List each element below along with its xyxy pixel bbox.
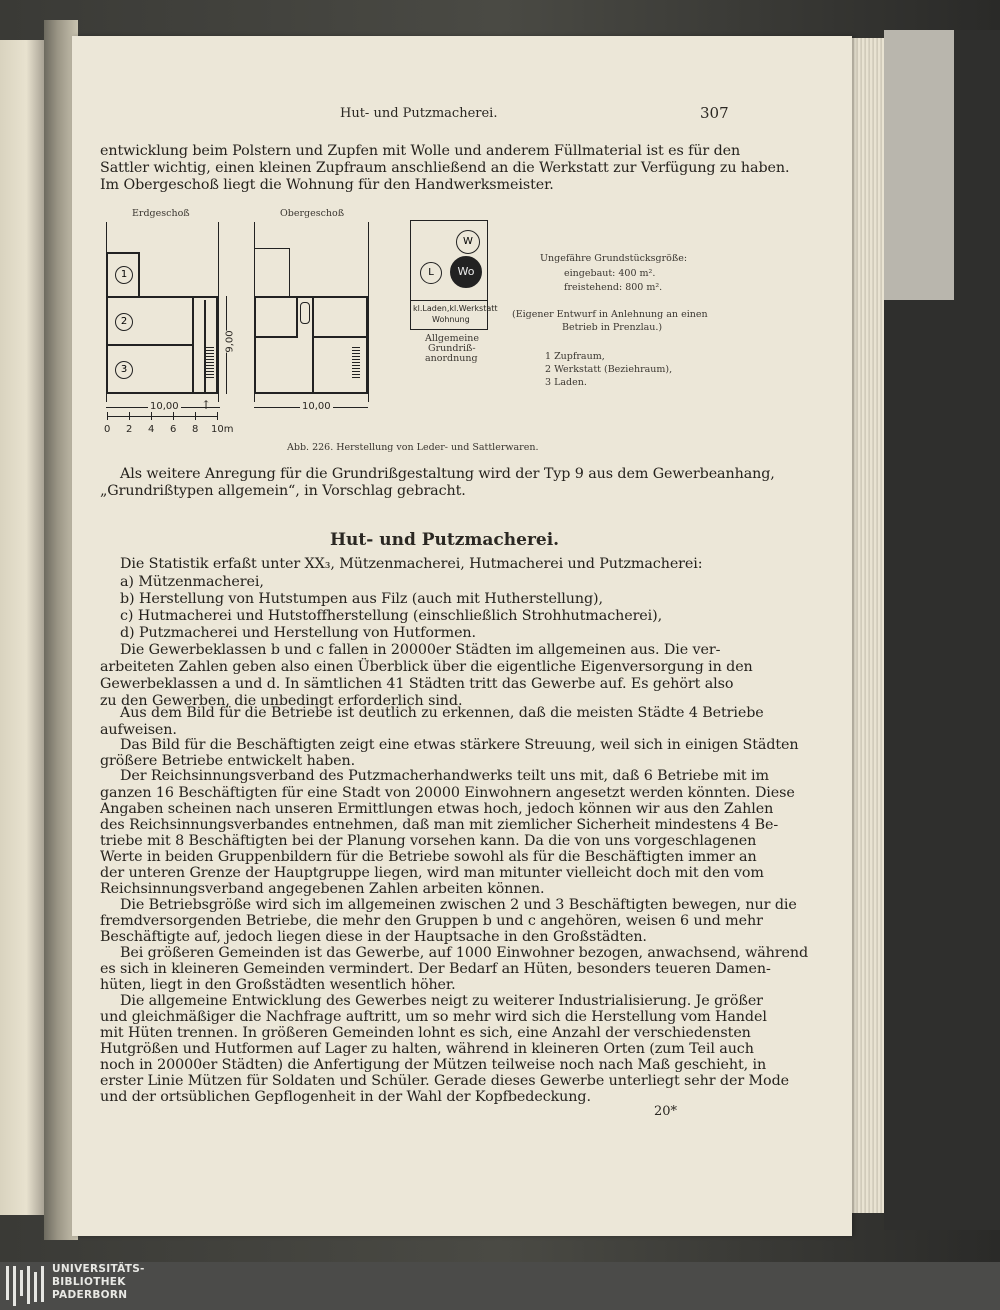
paragraph-line: erster Linie Mützen für Soldaten und Schüler. Gerade dieses Gewerbe unterliegt sehr der Mode <box>100 1073 789 1089</box>
diagram-caption: Grundriß- <box>428 343 476 354</box>
list-item: a) Mützenmacherei, <box>120 574 264 590</box>
diagram-caption: anordnung <box>425 353 478 364</box>
list-item: d) Putzmacherei und Herstellung von Hutformen. <box>120 625 476 641</box>
scale-tick: 8 <box>192 424 199 435</box>
scale-tick: 0 <box>104 424 111 435</box>
figure-caption: Abb. 226. Herstellung von Leder- und Sattlerwaren. <box>287 442 539 453</box>
diagram-wo: Wo <box>450 256 482 288</box>
room-number-1: 1 <box>115 266 133 284</box>
paragraph-line: zu den Gewerben, die unbedingt erforderlich sind. <box>100 693 463 709</box>
paragraph-line: ganzen 16 Beschäftigten für eine Stadt von 20000 Einwohnern angesetzt werden könnten. Diese <box>100 785 795 801</box>
design-note: Betrieb in Prenzlau.) <box>562 322 663 333</box>
paragraph-line: größere Betriebe entwickelt haben. <box>100 753 356 769</box>
paragraph-line: Das Bild für die Beschäftigten zeigt eine etwas stärkere Streuung, weil sich in einigen Städten <box>120 737 799 753</box>
paragraph-line: Bei größeren Gemeinden ist das Gewerbe, auf 1000 Einwohner bezogen, anwachsend, während <box>120 945 809 961</box>
legend-item: 1 Zupfraum, <box>545 351 605 362</box>
page-edges <box>850 38 884 1213</box>
paragraph-line: Beschäftigte auf, jedoch liegen diese in der Hauptsache in den Großstädten. <box>100 929 647 945</box>
library-name-line2: BIBLIOTHEK <box>52 1276 126 1288</box>
section-title: Hut- und Putzmacherei. <box>330 530 560 550</box>
running-title: Hut- und Putzmacherei. <box>340 106 498 121</box>
diagram-l: L <box>420 262 442 284</box>
stat-intro: Die Statistik erfaßt unter XX₃, Mützenmacherei, Hutmacherei und Putzmacherei: <box>120 556 703 572</box>
legend-item: 2 Werkstatt (Beziehraum), <box>545 364 673 375</box>
paragraph-line: fremdversorgenden Betriebe, die mehr den Gruppen b und c angehören, weisen 6 und mehr <box>100 913 763 929</box>
design-note: (Eigener Entwurf in Anlehnung an einen <box>512 309 708 320</box>
suggestion-line: Als weitere Anregung für die Grundrißgestaltung wird der Typ 9 aus dem Gewerbeanhang, <box>120 466 775 482</box>
cover-board-light <box>884 30 954 300</box>
paragraph-line: aufweisen. <box>100 722 177 738</box>
scale-tick: 10m <box>211 424 234 435</box>
paragraph-line: Angaben scheinen nach unseren Ermittlungen etwas hoch, jedoch können wir aus den Zahlen <box>100 801 774 817</box>
paragraph-line: Werte in beiden Gruppenbildern für die Betriebe sowohl als für die Beschäftigten immer an <box>100 849 757 865</box>
paragraph-line: noch in 20000er Städten) die Anfertigung der Mützen teilweise noch nach Maß geschieht, in <box>100 1057 767 1073</box>
dimension-depth: 9,00 <box>224 330 236 353</box>
intro-line: entwicklung beim Polstern und Zupfen mit Wolle und anderem Füllmaterial ist es für den <box>100 143 741 159</box>
scale-tick: 4 <box>148 424 155 435</box>
list-item: b) Herstellung von Hutstumpen aus Filz (auch mit Hutherstellung), <box>120 591 603 607</box>
plot-size-free: freistehend: 800 m². <box>564 282 663 293</box>
label-upper-floor: Obergeschoß <box>280 208 345 219</box>
paragraph-line: Gewerbeklassen a und d. In sämtlichen 41 Städten tritt das Gewerbe auf. Es gehört also <box>100 676 734 692</box>
list-item: c) Hutmacherei und Hutstoffherstellung (einschließlich Strohhutmacherei), <box>120 608 663 624</box>
paragraph-line: mit Hüten trennen. In größeren Gemeinden lohnt es sich, eine Anzahl der verschiedensten <box>100 1025 751 1041</box>
diagram-box-line1: kl.Laden,kl.Werkstatt <box>413 304 498 313</box>
paragraph-line: Hutgrößen und Hutformen auf Lager zu halten, während in kleineren Orten (zum Teil auch <box>100 1041 754 1057</box>
room-number-2: 2 <box>115 313 133 331</box>
paragraph-line: des Reichsinnungsverbandes entnehmen, daß man mit ziemlicher Sicherheit mindestens 4 Be- <box>100 817 779 833</box>
scale-tick: 2 <box>126 424 133 435</box>
paragraph-line: Aus dem Bild für die Betriebe ist deutlich zu erkennen, daß die meisten Städte 4 Betriebe <box>120 705 764 721</box>
legend-item: 3 Laden. <box>545 377 587 388</box>
paragraph-line: es sich in kleineren Gemeinden vermindert. Der Bedarf an Hüten, besonders teueren Damen- <box>100 961 771 977</box>
paragraph-line: Die Gewerbeklassen b und c fallen in 20000er Städten im allgemeinen aus. Die ver- <box>120 642 721 658</box>
label-ground-floor: Erdgeschoß <box>132 208 190 219</box>
diagram-w: W <box>456 230 480 254</box>
intro-line: Sattler wichtig, einen kleinen Zupfraum anschließend an die Werkstatt zur Verfügung zu haben. <box>100 160 790 176</box>
plot-size-title: Ungefähre Grundstücksgröße: <box>540 253 688 264</box>
entrance-arrow: ↑ <box>201 398 212 412</box>
paragraph-line: der unteren Grenze der Hauptgruppe liegen, wird man mitunter vielleicht doch mit den vom <box>100 865 764 881</box>
paragraph-line: und der ortsüblichen Gepflogenheit in der Wahl der Kopfbedeckung. <box>100 1089 591 1105</box>
dimension-width-ground: 10,00 <box>150 401 179 412</box>
paragraph-line: und gleichmäßiger die Nachfrage auftritt, um so mehr wird sich die Herstellung vom Handel <box>100 1009 767 1025</box>
suggestion-line: „Grundrißtypen allgemein“, in Vorschlag gebracht. <box>100 483 466 499</box>
paragraph-line: arbeiteten Zahlen geben also einen Überblick über die eigentliche Eigenversorgung in den <box>100 659 753 675</box>
paragraph-line: triebe mit 8 Beschäftigten bei der Planung vorsehen kann. Da die von uns vorgeschlagenen <box>100 833 757 849</box>
plot-size-built: eingebaut: 400 m². <box>564 268 656 279</box>
paragraph-line: Reichsinnungsverband angegebenen Zahlen arbeiten können. <box>100 881 545 897</box>
intro-line: Im Obergeschoß liegt die Wohnung für den Handwerksmeister. <box>100 177 554 193</box>
paragraph-line: Der Reichsinnungsverband des Putzmacherhandwerks teilt uns mit, daß 6 Betriebe mit im <box>120 768 769 784</box>
diagram-box-line2: Wohnung <box>432 315 470 324</box>
signature-mark: 20* <box>654 1104 678 1119</box>
room-number-3: 3 <box>115 361 133 379</box>
library-name-line3: PADERBORN <box>52 1289 128 1301</box>
page-number: 307 <box>700 104 729 122</box>
footer-bar <box>0 1262 1000 1310</box>
scale-tick: 6 <box>170 424 177 435</box>
left-page-edge <box>0 40 44 1215</box>
dimension-width-upper: 10,00 <box>302 401 331 412</box>
diagram-caption: Allgemeine <box>425 333 480 344</box>
paragraph-line: hüten, liegt in den Großstädten wesentlich höher. <box>100 977 456 993</box>
paragraph-line: Die allgemeine Entwicklung des Gewerbes neigt zu weiterer Industrialisierung. Je größer <box>120 993 763 1009</box>
paragraph-line: Die Betriebsgröße wird sich im allgemeinen zwischen 2 und 3 Beschäftigten bewegen, nur die <box>120 897 797 913</box>
library-name-line1: UNIVERSITÄTS- <box>52 1263 145 1275</box>
